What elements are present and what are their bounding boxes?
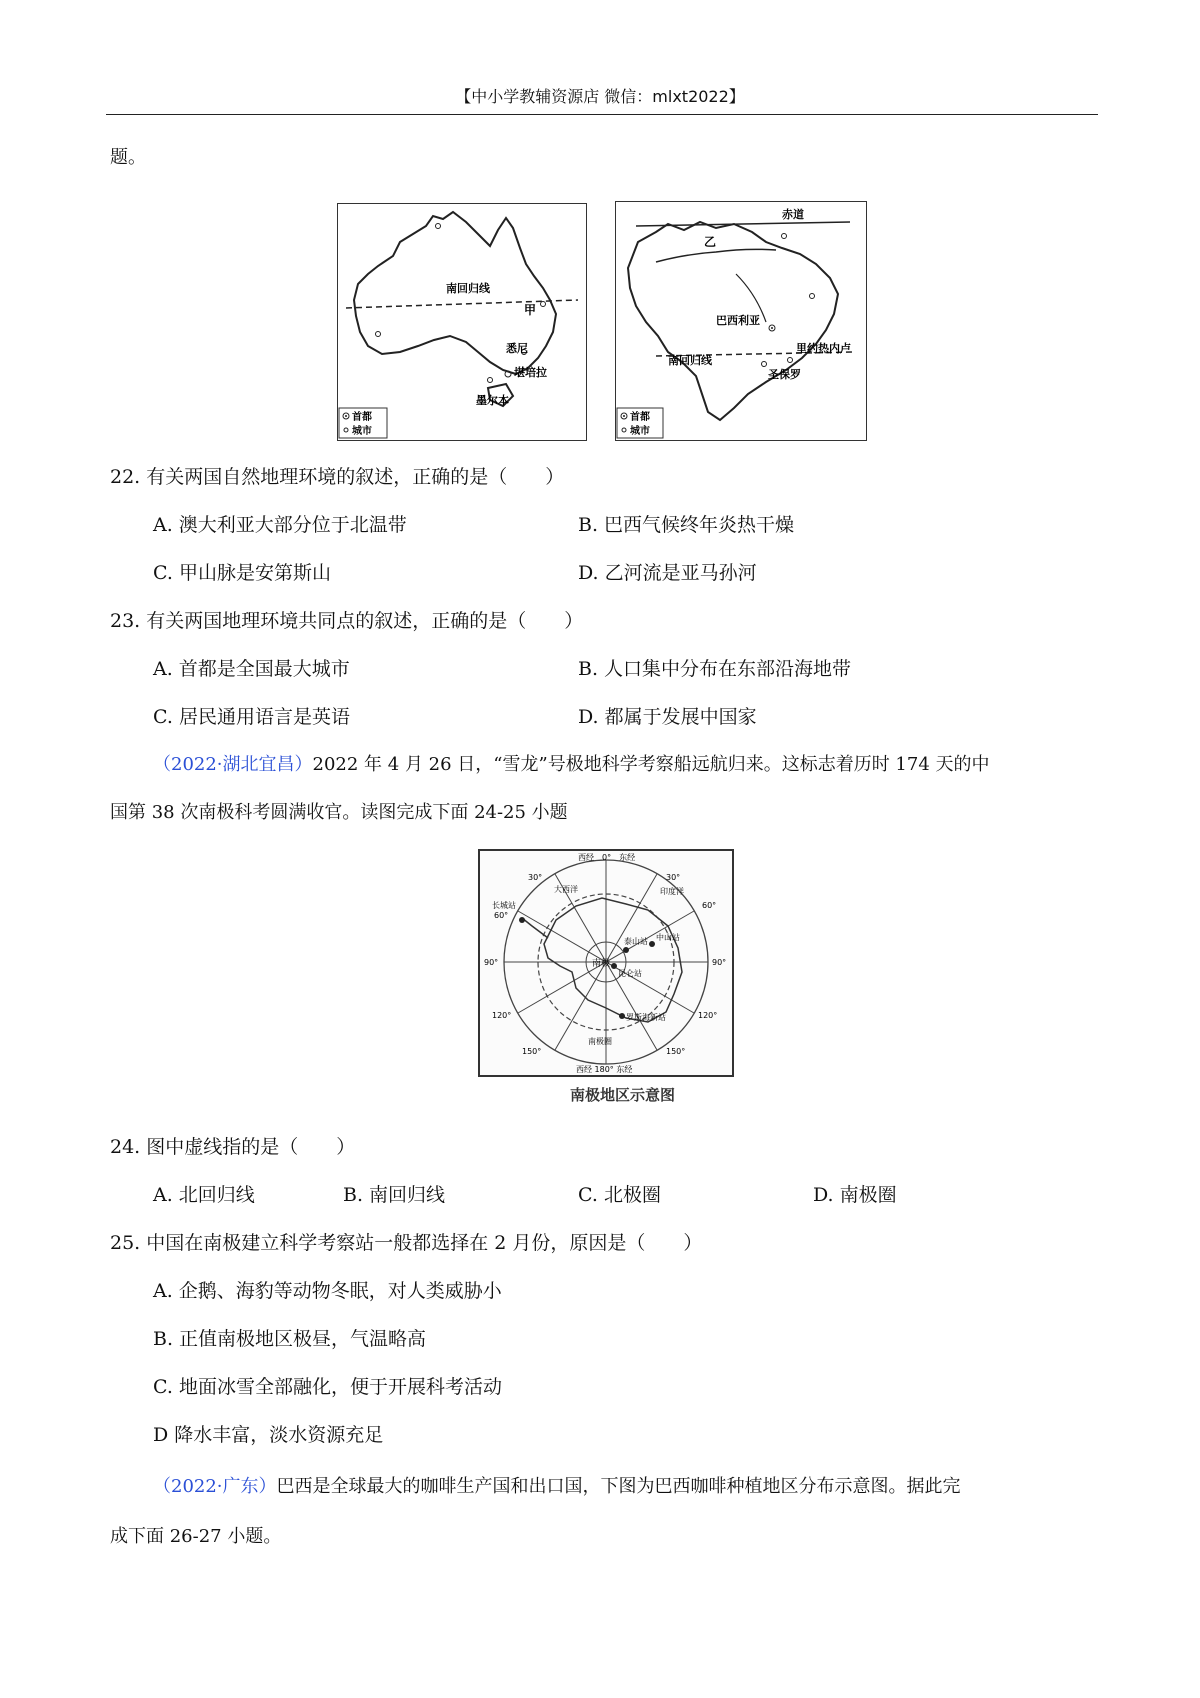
indian-ocean-label: 印度洋 <box>660 887 684 896</box>
q22-option-a: A. 澳大利亚大部分位于北温带 <box>153 514 407 536</box>
city-marker <box>436 224 441 229</box>
brasilia-label: 巴西利亚 <box>716 314 760 327</box>
legend-capital-label: 首都 <box>352 412 372 423</box>
lng150-right-label: 150° <box>666 1047 686 1056</box>
lng60-right-label: 60° <box>702 901 717 910</box>
taishan-label: 泰山站 <box>624 937 648 946</box>
saopaulo-label: 圣保罗 <box>768 368 801 381</box>
bottom-longitude-label: 西经 180° 东经 <box>576 1065 633 1074</box>
header-rule <box>106 114 1098 115</box>
australia-map-drawing <box>338 204 586 440</box>
brazil-map <box>615 201 867 441</box>
sydney-label: 悉尼 <box>506 342 528 355</box>
rio-marker <box>788 358 793 363</box>
q25-option-a: A. 企鹅、海豹等动物冬眠，对人类威胁小 <box>153 1280 502 1302</box>
legend-city-label: 城市 <box>352 426 372 437</box>
q24-option-b: B. 南回归线 <box>343 1184 446 1206</box>
city-marker <box>541 302 546 307</box>
passage-24-text: 2022 年 4 月 26 日，“雪龙”号极地科学考察船远航归来。这标志着历时 174 天的中 <box>312 754 990 775</box>
q23-option-c: C. 居民通用语言是英语 <box>153 706 350 728</box>
passage-24-source: （2022·湖北宜昌） <box>153 754 313 775</box>
q23-option-b: B. 人口集中分布在东部沿海地带 <box>578 658 852 680</box>
intro-tail: 题。 <box>110 147 146 168</box>
changcheng-label: 长城站 <box>492 901 516 910</box>
q22-option-d: D. 乙河流是亚马孙河 <box>578 562 757 584</box>
q24-stem: 24. 图中虚线指的是（ ） <box>110 1136 356 1158</box>
kunlun-label: 昆仑站 <box>618 969 642 978</box>
luosihai-station-marker <box>619 1013 625 1019</box>
amazon-river <box>656 249 776 262</box>
q23-option-a: A. 首都是全国最大城市 <box>153 658 350 680</box>
tropic-label: 南回归线 <box>668 354 712 367</box>
antarctica-map-drawing <box>476 848 736 1110</box>
page-header: 【中小学教辅资源店 微信：mlxt2022】 <box>455 87 745 106</box>
yi-label: 乙 <box>704 235 717 249</box>
jia-label: 甲 <box>524 303 537 317</box>
q24-option-a: A. 北回归线 <box>153 1184 255 1206</box>
q23-stem: 23. 有关两国地理环境共同点的叙述，正确的是（ ） <box>110 610 584 632</box>
city-marker <box>376 332 381 337</box>
brazil-map-drawing <box>616 202 866 440</box>
passage-26-source: （2022·广东） <box>153 1476 277 1497</box>
lng120-right-label: 120° <box>698 1011 718 1020</box>
passage-26-line2: 成下面 26-27 小题。 <box>110 1526 282 1547</box>
zhongshan-label: 中山站 <box>656 933 680 942</box>
zhongshan-station-marker <box>649 941 655 947</box>
passage-24-line2: 国第 38 次南极科考圆满收官。读图完成下面 24-25 小题 <box>110 802 568 823</box>
tropic-label: 南回归线 <box>446 282 490 295</box>
rio-label: 里约热内卢 <box>796 342 851 355</box>
q25-option-d: D 降水丰富，淡水资源充足 <box>153 1424 384 1446</box>
lng90-left-label: 90° <box>484 958 499 967</box>
taishan-station-marker <box>623 947 629 953</box>
q23-option-d: D. 都属于发展中国家 <box>578 706 757 728</box>
lat30-right-label: 30° <box>666 873 681 882</box>
q22-option-b: B. 巴西气候终年炎热干燥 <box>578 514 795 536</box>
melbourne-label: 墨尔本 <box>476 394 509 407</box>
top-longitude-label: 西经 0° 东经 <box>578 853 636 862</box>
q25-option-c: C. 地面冰雪全部融化，便于开展科考活动 <box>153 1376 502 1398</box>
q24-option-d: D. 南极圈 <box>813 1184 897 1206</box>
equator-label: 赤道 <box>782 208 804 221</box>
q25-option-b: B. 正值南极地区极昼，气温略高 <box>153 1328 427 1350</box>
q22-option-c: C. 甲山脉是安第斯山 <box>153 562 331 584</box>
passage-26-line1 <box>153 1475 961 1499</box>
lng90-right-label: 90° <box>712 958 727 967</box>
lng120-left-label: 120° <box>492 1011 512 1020</box>
pole-label: 南极 <box>592 959 611 969</box>
kunlun-station-marker <box>611 963 617 969</box>
city-marker <box>810 294 815 299</box>
canberra-label: 堪培拉 <box>514 366 547 379</box>
saopaulo-marker <box>762 362 767 367</box>
lng60-left-label: 60° <box>494 911 509 920</box>
city-marker <box>782 234 787 239</box>
lat30-left-label: 30° <box>528 873 543 882</box>
q25-stem: 25. 中国在南极建立科学考察站一般都选择在 2 月份，原因是（ ） <box>110 1232 703 1254</box>
atlantic-label: 大西洋 <box>554 885 578 894</box>
changcheng-station-marker <box>519 917 525 923</box>
passage-24-line1 <box>153 753 990 777</box>
q24-option-c: C. 北极圈 <box>578 1184 661 1206</box>
legend-capital-label: 首都 <box>630 412 650 423</box>
antarctica-map-caption: 南极地区示意图 <box>570 1086 676 1104</box>
antarctica-map <box>476 848 736 1110</box>
legend-city-label: 城市 <box>630 426 650 437</box>
q22-stem: 22. 有关两国自然地理环境的叙述，正确的是（ ） <box>110 466 565 488</box>
australia-map <box>337 203 587 441</box>
antarctic-circle-label: 南极圈 <box>588 1037 612 1046</box>
lng150-left-label: 150° <box>522 1047 542 1056</box>
passage-26-text: 巴西是全球最大的咖啡生产国和出口国，下图为巴西咖啡种植地区分布示意图。据此完 <box>276 1476 961 1497</box>
melbourne-marker <box>488 378 493 383</box>
luosihai-label: 罗斯海新站 <box>626 1013 666 1022</box>
